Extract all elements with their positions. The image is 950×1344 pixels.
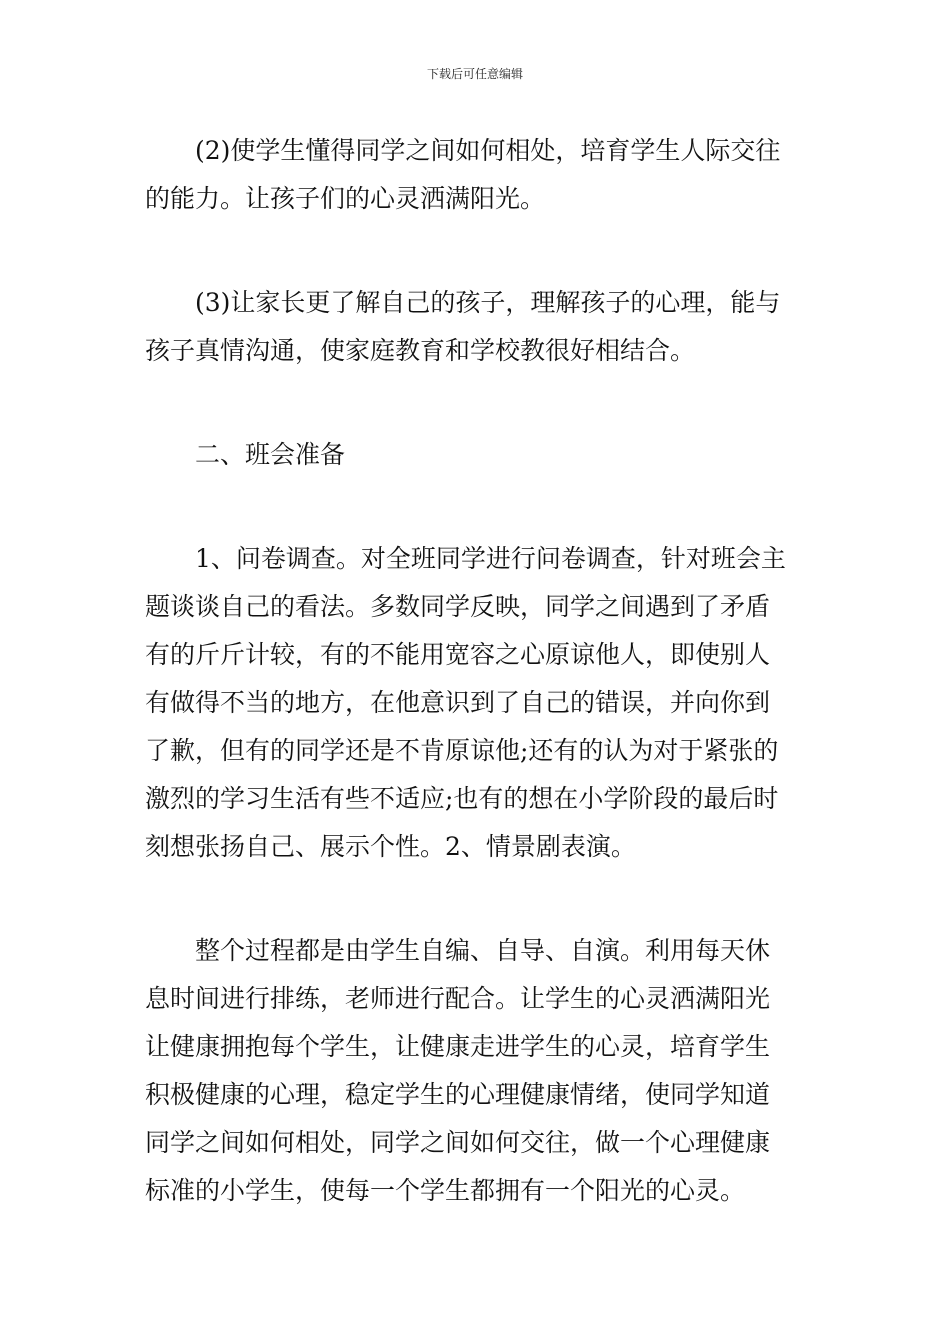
text-line: 标准的小学生，使每一个学生都拥有一个阳光的心灵。 — [145, 1176, 746, 1205]
paragraph-survey — [145, 535, 807, 871]
paragraph-process — [145, 927, 807, 1215]
text-line: 激烈的学习生活有些不适应;也有的想在小学阶段的最后时 — [145, 784, 779, 813]
text-line: 息时间进行排练，老师进行配合。让学生的心灵洒满阳光 — [145, 984, 771, 1013]
paragraph-goal-2 — [145, 127, 807, 223]
paragraph-gap — [145, 871, 807, 927]
text-line: 孩子真情沟通，使家庭教育和学校教很好相结合。 — [145, 336, 696, 365]
text-line: 让健康拥抱每个学生，让健康走进学生的心灵，培育学生 — [145, 1032, 771, 1061]
section-heading-text: 二、班会准备 — [195, 440, 346, 469]
text-line: 整个过程都是由学生自编、自导、自演。利用每天休 — [195, 936, 771, 965]
text-line: (2)使学生懂得同学之间如何相处，培育学生人际交往 — [195, 136, 781, 165]
section-heading — [145, 431, 807, 479]
text-line: 题谈谈自己的看法。多数同学反映，同学之间遇到了矛盾 — [145, 592, 771, 621]
paragraph-goal-3 — [145, 279, 807, 375]
page-header: 下载后可任意编辑 — [426, 67, 523, 81]
text-line: 1、问卷调查。对全班同学进行问卷调查，针对班会主 — [195, 544, 786, 573]
text-line: 有做得不当的地方，在他意识到了自己的错误，并向你到 — [145, 688, 771, 717]
text-line: 的能力。让孩子们的心灵洒满阳光。 — [145, 184, 546, 213]
document-body — [145, 127, 807, 1215]
text-line: 同学之间如何相处，同学之间如何交往，做一个心理健康 — [145, 1128, 771, 1157]
paragraph-gap — [145, 375, 807, 431]
text-line: (3)让家长更了解自己的孩子，理解孩子的心理，能与 — [195, 288, 781, 317]
paragraph-gap — [145, 223, 807, 279]
text-line: 有的斤斤计较，有的不能用宽容之心原谅他人，即使别人 — [145, 640, 771, 669]
text-line: 了歉，但有的同学还是不肯原谅他;还有的认为对于紧张的 — [145, 736, 779, 765]
paragraph-gap — [145, 479, 807, 535]
text-line: 积极健康的心理，稳定学生的心理健康情绪，使同学知道 — [145, 1080, 771, 1109]
text-line: 刻想张扬自己、展示个性。2、情景剧表演。 — [145, 832, 636, 861]
